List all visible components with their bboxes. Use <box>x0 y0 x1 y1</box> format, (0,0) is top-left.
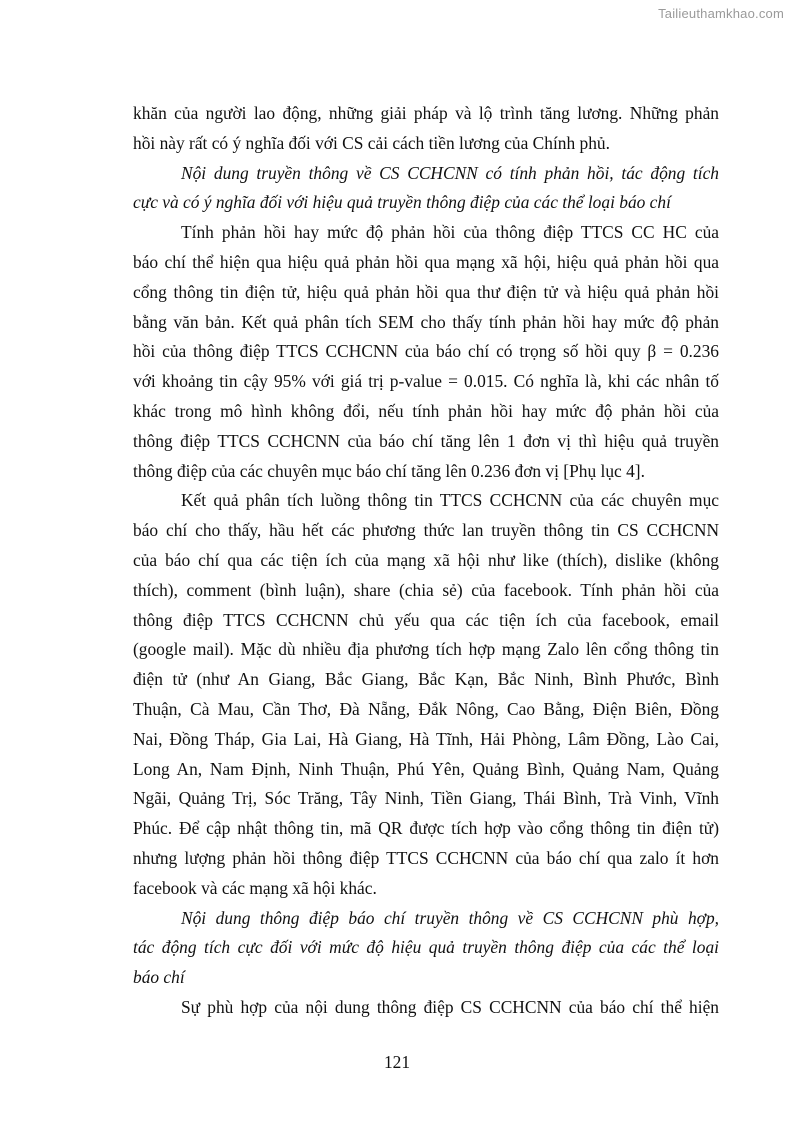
text-line: khác trong mô hình không đổi, nếu tính phản hồi hay mức độ phản hồi của <box>133 400 719 421</box>
paragraph <box>133 993 719 1023</box>
italic-subheading <box>133 904 719 993</box>
paragraph <box>133 486 719 903</box>
text-line: (google mail). Mặc dù nhiều địa phương tích hợp mạng Zalo lên cổng thông tin <box>133 639 719 660</box>
text-line: hồi này rất có ý nghĩa đối với CS cải cách tiền lương của Chính phủ. <box>133 132 610 153</box>
text-line: báo chí cho thấy, hầu hết các phương thức lan truyền thông tin CS CCHCNN <box>133 520 719 541</box>
text-line: với khoảng tin cậy 95% với giá trị p-value = 0.015. Có nghĩa là, khi các nhân tố <box>133 371 719 392</box>
text-line: nhưng lượng phản hồi thông điệp TTCS CCHCNN của báo chí qua zalo ít hơn <box>133 847 719 868</box>
text-line: Tính phản hồi hay mức độ phản hồi của thông điệp TTCS CC HC của <box>181 222 719 243</box>
document-body <box>133 99 719 1023</box>
text-line: Nội dung truyền thông về CS CCHCNN có tính phản hồi, tác động tích <box>181 162 719 183</box>
text-line: của báo chí qua các tiện ích của mạng xã hội như like (thích), dislike (không <box>133 549 719 570</box>
text-line: báo chí <box>133 967 185 988</box>
italic-subheading <box>133 159 719 219</box>
text-line: báo chí thể hiện qua hiệu quả phản hồi qua mạng xã hội, hiệu quả phản hồi qua <box>133 251 719 272</box>
text-line: tác động tích cực đối với mức độ hiệu quả truyền thông điệp của các thể loại <box>133 937 719 958</box>
text-line: Sự phù hợp của nội dung thông điệp CS CCHCNN của báo chí thể hiện <box>181 996 719 1017</box>
text-line: thông điệp của các chuyên mục báo chí tăng lên 0.236 đơn vị [Phụ lục 4]. <box>133 460 645 481</box>
text-line: cổng thông tin điện tử, hiệu quả phản hồi qua thư điện tử và hiệu quả phản hồi <box>133 281 719 302</box>
page-number: 121 <box>383 1052 411 1072</box>
paragraph <box>133 99 719 159</box>
text-line: Long An, Nam Định, Ninh Thuận, Phú Yên, Quảng Bình, Quảng Nam, Quảng <box>133 758 719 779</box>
text-line: hồi của thông điệp TTCS CCHCNN của báo chí có trọng số hồi quy β = 0.236 <box>133 341 719 362</box>
text-line: Kết quả phân tích luồng thông tin TTCS CCHCNN của các chuyên mục <box>181 490 719 511</box>
text-line: khăn của người lao động, những giải pháp và lộ trình tăng lương. Những phản <box>133 103 719 123</box>
text-line: Nai, Đồng Tháp, Gia Lai, Hà Giang, Hà Tĩnh, Hải Phòng, Lâm Đồng, Lào Cai, <box>133 728 719 749</box>
text-line: thông điệp TTCS CCHCNN của báo chí tăng lên 1 đơn vị thì hiệu quả truyền <box>133 430 719 451</box>
paragraph <box>133 218 719 486</box>
text-line: cực và có ý nghĩa đối với hiệu quả truyền thông điệp của các thể loại báo chí <box>133 192 671 213</box>
text-line: thích), comment (bình luận), share (chia sẻ) của facebook. Tính phản hồi của <box>133 579 719 600</box>
text-line: Nội dung thông điệp báo chí truyền thông về CS CCHCNN phù hợp, <box>181 907 719 928</box>
text-line: Phúc. Để cập nhật thông tin, mã QR được tích hợp vào cổng thông tin điện tử) <box>133 818 719 839</box>
text-line: Thuận, Cà Mau, Cần Thơ, Đà Nẵng, Đắk Nông, Cao Bằng, Điện Biên, Đồng <box>133 698 719 719</box>
text-line: Ngãi, Quảng Trị, Sóc Trăng, Tây Ninh, Tiền Giang, Thái Bình, Trà Vinh, Vĩnh <box>133 788 719 809</box>
watermark: Tailieuthamkhao.com <box>658 6 784 21</box>
text-line: facebook và các mạng xã hội khác. <box>133 877 377 898</box>
text-line: bằng văn bản. Kết quả phân tích SEM cho thấy tính phản hồi hay mức độ phản <box>133 311 719 332</box>
text-line: thông điệp TTCS CCHCNN chủ yếu qua các tiện ích của facebook, email <box>133 609 719 630</box>
text-line: điện tử (như An Giang, Bắc Giang, Bắc Kạn, Bắc Ninh, Bình Phước, Bình <box>133 669 719 690</box>
